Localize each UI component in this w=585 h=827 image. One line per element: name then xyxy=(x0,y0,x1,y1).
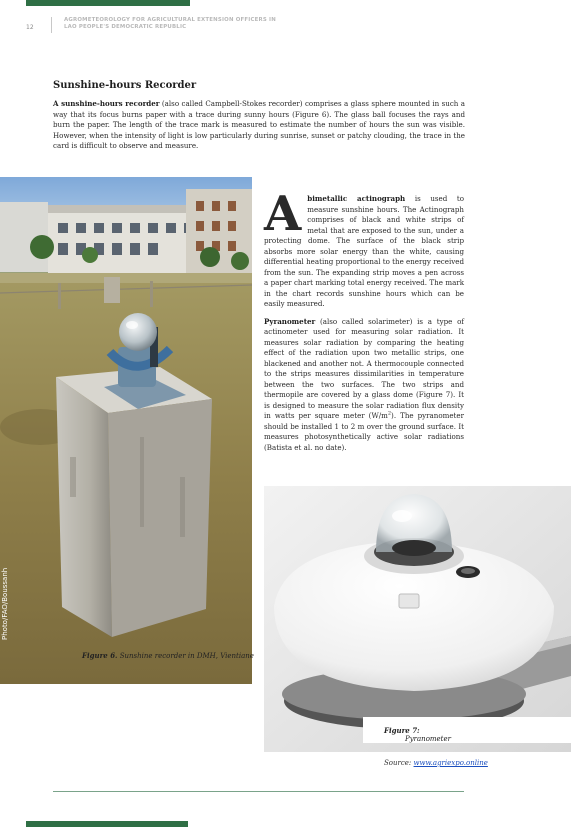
intro-bold-term: A sunshine-hours recorder xyxy=(53,99,160,108)
actinograph-paragraph xyxy=(264,186,465,310)
source-label: Source: xyxy=(384,759,412,767)
intro-paragraph xyxy=(53,99,465,152)
header-divider xyxy=(51,17,52,33)
figure-7-caption-text: Pyranometer xyxy=(405,735,451,743)
running-head-line-1: AGROMETEOROLOGY FOR AGRICULTURAL EXTENSION OFFICERS IN xyxy=(64,17,276,23)
section-title: Sunshine-hours Recorder xyxy=(53,80,197,91)
pyranometer-bold-term: Pyranometer xyxy=(264,316,316,326)
footer-rule xyxy=(53,791,464,792)
pyranometer-text-1: (also called solarimeter) is a type of actinometer used for measuring solar radiation. It measures solar radiation by comparing the heating effect of the radiation upon two metallic strips, one blackened and another not. A thermocouple connected to the strips measures dissimilarities in temperature between the two surfaces. The two strips and thermopile are covered by a glass dome (Figure 7). It is designed to measure the solar radiation flux density in watts per square meter (W/m xyxy=(264,316,464,420)
actinograph-bold-term: bimetallic actinograph xyxy=(307,194,406,203)
top-accent-bar xyxy=(26,0,190,6)
figure-7-caption xyxy=(384,726,451,743)
pyranometer-text-2: ). The pyranometer should be installed 1 to 2 m over the ground surface. It measures photosynthetically active solar radiations (Batista et al. no date). xyxy=(264,411,464,452)
drop-cap: A xyxy=(264,186,302,242)
figure-7-source xyxy=(384,759,488,767)
page-number: 12 xyxy=(26,24,34,31)
figure-6-label: Figure 6. xyxy=(82,651,118,660)
running-head xyxy=(64,17,284,31)
figure-6-photo xyxy=(0,177,252,684)
intro-text: (also called Campbell-Stokes recorder) comprises a glass sphere mounted in such a way that its focus burns paper with a trace during sunny hours (Figure 6). The glass ball focuses the rays and burn the paper. The length of the trace mark is measured to estimate the number of hours the sun was visible. However, when the intensity of light is low particularly during sunrise, sunset or patchy clouding, the trace in the card is difficult to observe and measure. xyxy=(53,99,465,150)
actinograph-text: is used to measure sunshine hours. The Actinograph comprises of black and white strips of metal that are exposed to the sun, under a protecting dome. The surface of the black strip absorbs more solar energy than the white, causing differential heating proportional to the energy received from the sun. The expanding strip moves a pen across a paper chart marking total energy received. The mark in the chart records sunshine hours which can be easily measured. xyxy=(264,194,465,308)
figure-6-caption xyxy=(82,651,254,660)
bottom-accent-bar xyxy=(26,821,188,827)
unit-superscript: 2 xyxy=(387,410,392,417)
right-column xyxy=(264,186,465,460)
figure-6-caption-text: Sunshine recorder in DMH, Vientiane xyxy=(117,652,254,660)
running-head-line-2: LAO PEOPLE'S DEMOCRATIC REPUBLIC xyxy=(64,24,187,30)
figure-7-label: Figure 7: xyxy=(384,726,420,735)
source-link[interactable]: www.agriexpo.online xyxy=(413,759,488,767)
pyranometer-paragraph xyxy=(264,317,464,454)
figure-7-photo xyxy=(264,486,571,752)
photo-credit: Photo/FAO/Boussanh xyxy=(1,567,9,640)
figure-7-caption-box xyxy=(363,717,571,743)
